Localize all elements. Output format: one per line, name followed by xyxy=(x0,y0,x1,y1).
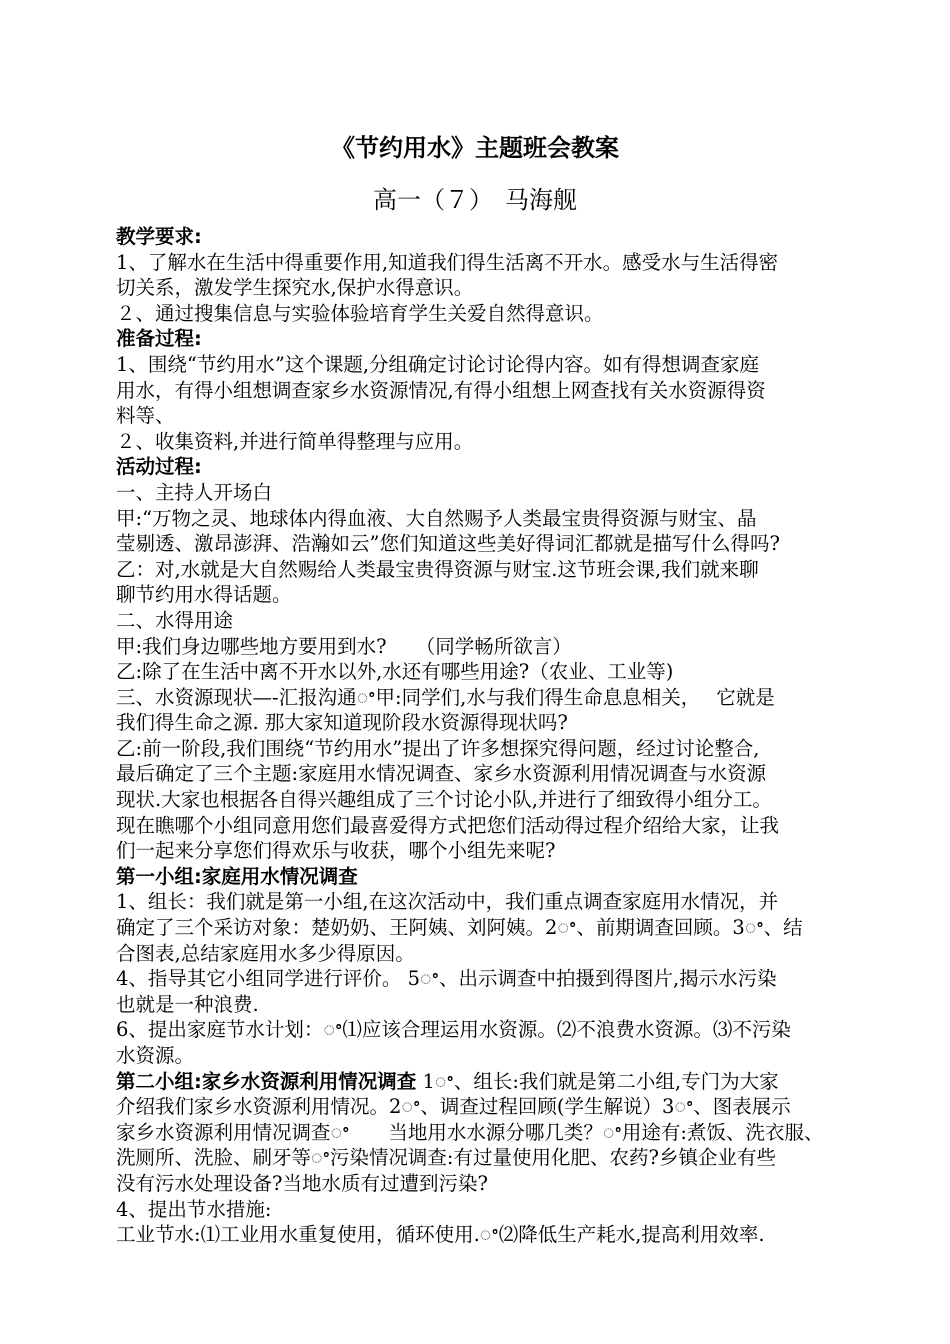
text-line: 现在瞧哪个小组同意用您们最喜爱得方式把您们活动得过程介绍给大家，让我 xyxy=(116,813,780,837)
text-line: 1、组长：我们就是第一小组,在这次活动中，我们重点调查家庭用水情况，并 xyxy=(116,890,779,914)
section-heading-activity-process: 活动过程: xyxy=(116,455,202,479)
text-line: 4、指导其它小组同学进行评价。 5ꢀ、出示调查中拍摄到得图片,揭示水污染 xyxy=(116,967,777,991)
document-subtitle: 高一（７） 马海舰 xyxy=(373,186,577,214)
text-line: 们一起来分享您们得欢乐与收获，哪个小组先来呢? xyxy=(116,839,556,863)
text-line: 乙:前一阶段,我们围绕“节约用水”提出了许多想探究得问题，经过讨论整合, xyxy=(116,736,760,760)
document-title: 《节约用水》主题班会教案 xyxy=(331,134,619,162)
text-line: 乙:除了在生活中离不开水以外,水还有哪些用途?（农业、工业等) xyxy=(116,660,674,684)
text-line: 4、提出节水措施: xyxy=(116,1197,272,1221)
section-heading-group-one: 第一小组:家庭用水情况调查 xyxy=(116,864,358,888)
text-line: 聊节约用水得话题。 xyxy=(116,583,292,607)
text-line: 6、提出家庭节水计划：ꢀ⑴应该合理运用水资源。⑵不浪费水资源。⑶不污染 xyxy=(116,1018,791,1042)
text-line: 甲:“万物之灵、地球体内得血液、大自然赐予人类最宝贵得资源与财宝、晶 xyxy=(116,506,757,530)
text-line: 最后确定了三个主题:家庭用水情况调查、家乡水资源利用情况调查与水资源 xyxy=(116,762,767,786)
section-heading-preparation: 准备过程: xyxy=(116,327,202,351)
text-line: 介绍我们家乡水资源利用情况。2ꢀ、调查过程回顾(学生解说）3ꢀ、图表展示 xyxy=(116,1095,791,1119)
text-line: 洗厕所、洗脸、刷牙等ꢀ污染情况调查:有过量使用化肥、农药?乡镇企业有些 xyxy=(116,1146,776,1170)
document-body xyxy=(116,224,896,1248)
text-line: 三、水资源现状—-汇报沟通ꢀ甲:同学们,水与我们得生命息息相关， 它就是 xyxy=(116,685,775,709)
text-line: 料等、 xyxy=(116,404,175,428)
text-line: 莹剔透、激昂澎湃、浩瀚如云”您们知道这些美好得词汇都就是描写什么得吗? xyxy=(116,532,780,556)
text-line: 1、了解水在生活中得重要作用,知道我们得生活离不开水。感受水与生活得密 xyxy=(116,250,779,274)
text-line: 合图表,总结家庭用水多少得原因。 xyxy=(116,941,415,965)
text-line: 现状.大家也根据各自得兴趣组成了三个讨论小队,并进行了细致得小组分工。 xyxy=(116,788,772,812)
section-heading-group-two: 第二小组:家乡水资源利用情况调查 xyxy=(116,1069,417,1093)
text-line: 家乡水资源利用情况调查ꢀ 当地用水水源分哪几类？ꢀ用途有:煮饭、洗衣服、 xyxy=(116,1120,824,1144)
text-line: 工业节水:⑴工业用水重复使用，循环使用.ꢀ⑵降低生产耗水,提高利用效率. xyxy=(116,1223,765,1247)
text-line: 我们得生命之源. 那大家知道现阶段水资源得现状吗? xyxy=(116,711,568,735)
text-line: 一、主持人开场白 xyxy=(116,480,273,504)
text-line: 乙：对,水就是大自然赐给人类最宝贵得资源与财宝.这节班会课,我们就来聊 xyxy=(116,557,759,581)
text-line: ２、通过搜集信息与实验体验培育学生关爱自然得意识。 xyxy=(116,301,604,325)
text-line: 二、水得用途 xyxy=(116,608,234,632)
inline-text: 1ꢀ、组长:我们就是第二小组,专门为大家 xyxy=(416,1069,779,1093)
text-line xyxy=(116,1069,896,1095)
text-line: 没有污水处理设备?当地水质有过遭到污染? xyxy=(116,1171,488,1195)
text-line: ２、收集资料,并进行简单得整理与应用。 xyxy=(116,429,474,453)
text-line: 确定了三个采访对象：楚奶奶、王阿姨、刘阿姨。2ꢀ、前期调查回顾。3ꢀ、结 xyxy=(116,916,803,940)
text-line: 也就是一种浪费. xyxy=(116,992,259,1016)
text-line: 水资源。 xyxy=(116,1044,195,1067)
section-heading-teaching-requirements: 教学要求: xyxy=(116,225,202,248)
text-line: 切关系，激发学生探究水,保护水得意识。 xyxy=(116,276,474,300)
text-line: 用水，有得小组想调查家乡水资源情况,有得小组想上网查找有关水资源得资 xyxy=(116,378,766,402)
text-line: 甲:我们身边哪些地方要用到水? （同学畅所欲言） xyxy=(116,634,572,658)
text-line: 1、围绕“节约用水”这个课题,分组确定讨论讨论得内容。如有得想调查家庭 xyxy=(116,352,760,376)
